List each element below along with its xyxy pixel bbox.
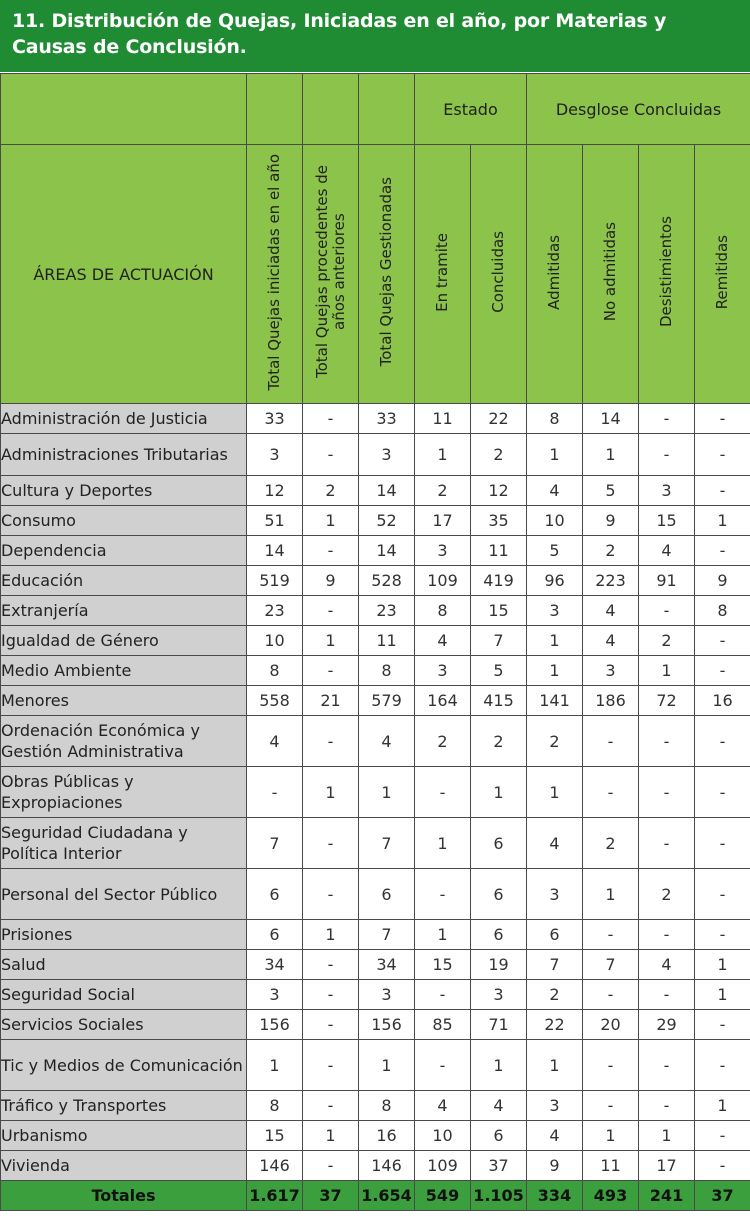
cell-value: -: [583, 716, 639, 767]
cell-value: -: [303, 1010, 359, 1040]
area-name: Obras Públicas y Expropiaciones: [1, 767, 247, 818]
cell-value: 17: [415, 506, 471, 536]
cell-value: 7: [583, 950, 639, 980]
area-name: Tráfico y Transportes: [1, 1091, 247, 1121]
cell-value: 1: [695, 506, 750, 536]
cell-value: -: [695, 818, 750, 869]
column-header: [639, 145, 695, 404]
area-name: Vivienda: [1, 1151, 247, 1181]
cell-value: -: [415, 980, 471, 1010]
cell-value: 3: [415, 656, 471, 686]
cell-value: -: [639, 980, 695, 1010]
cell-value: 1: [415, 920, 471, 950]
total-value: 37: [303, 1181, 359, 1211]
area-name: Seguridad Ciudadana y Política Interior: [1, 818, 247, 869]
cell-value: 4: [247, 716, 303, 767]
cell-value: 6: [247, 869, 303, 920]
area-name: Seguridad Social: [1, 980, 247, 1010]
column-header-label: No admitidas: [601, 222, 619, 322]
cell-value: -: [695, 656, 750, 686]
cell-value: -: [695, 536, 750, 566]
cell-value: -: [583, 920, 639, 950]
cell-value: 2: [639, 626, 695, 656]
total-value: 1.105: [471, 1181, 527, 1211]
cell-value: 10: [527, 506, 583, 536]
cell-value: 164: [415, 686, 471, 716]
cell-value: -: [695, 716, 750, 767]
cell-value: 156: [247, 1010, 303, 1040]
area-name: Salud: [1, 950, 247, 980]
cell-value: 6: [247, 920, 303, 950]
cell-value: 71: [471, 1010, 527, 1040]
cell-value: -: [639, 434, 695, 476]
cell-value: 558: [247, 686, 303, 716]
cell-value: 15: [415, 950, 471, 980]
cell-value: 1: [527, 767, 583, 818]
cell-value: 96: [527, 566, 583, 596]
cell-value: -: [303, 434, 359, 476]
cell-value: 1: [303, 626, 359, 656]
cell-value: 6: [471, 1121, 527, 1151]
column-header-label: Desistimientos: [657, 216, 675, 328]
cell-value: 186: [583, 686, 639, 716]
cell-value: 1: [359, 1040, 415, 1091]
cell-value: -: [303, 1091, 359, 1121]
cell-value: 11: [415, 404, 471, 434]
area-name: Consumo: [1, 506, 247, 536]
table-row: [1, 626, 750, 656]
totals-row: [1, 1181, 750, 1211]
cell-value: 12: [247, 476, 303, 506]
cell-value: -: [303, 536, 359, 566]
column-header-label: Total Quejas Gestionadas: [377, 177, 395, 367]
area-name: Dependencia: [1, 536, 247, 566]
cell-value: 12: [471, 476, 527, 506]
cell-value: 2: [303, 476, 359, 506]
cell-value: -: [303, 950, 359, 980]
cell-value: 1: [527, 626, 583, 656]
cell-value: 7: [359, 818, 415, 869]
cell-value: 3: [583, 656, 639, 686]
total-value: 549: [415, 1181, 471, 1211]
cell-value: 10: [247, 626, 303, 656]
cell-value: 91: [639, 566, 695, 596]
cell-value: 4: [639, 536, 695, 566]
cell-value: 528: [359, 566, 415, 596]
cell-value: 4: [583, 596, 639, 626]
cell-value: 2: [527, 716, 583, 767]
cell-value: 1: [527, 656, 583, 686]
cell-value: 2: [527, 980, 583, 1010]
table-row: [1, 950, 750, 980]
area-name: Administración de Justicia: [1, 404, 247, 434]
cell-value: 4: [415, 1091, 471, 1121]
cell-value: 3: [527, 1091, 583, 1121]
cell-value: 22: [527, 1010, 583, 1040]
cell-value: 9: [583, 506, 639, 536]
cell-value: 6: [471, 920, 527, 950]
cell-value: 16: [359, 1121, 415, 1151]
cell-value: 1: [415, 434, 471, 476]
column-header: [471, 145, 527, 404]
cell-value: 4: [359, 716, 415, 767]
cell-value: -: [695, 1040, 750, 1091]
cell-value: -: [415, 1040, 471, 1091]
header-row-groups: [1, 74, 750, 145]
table-row: [1, 404, 750, 434]
cell-value: 156: [359, 1010, 415, 1040]
cell-value: 23: [247, 596, 303, 626]
cell-value: 9: [695, 566, 750, 596]
cell-value: 2: [415, 476, 471, 506]
table-row: [1, 656, 750, 686]
table-row: [1, 920, 750, 950]
cell-value: -: [639, 1040, 695, 1091]
header-area: ÁREAS DE ACTUACIÓN: [1, 145, 247, 404]
area-name: Servicios Sociales: [1, 1010, 247, 1040]
cell-value: 16: [695, 686, 750, 716]
column-header: [247, 145, 303, 404]
cell-value: -: [639, 404, 695, 434]
cell-value: -: [639, 716, 695, 767]
cell-value: -: [695, 1151, 750, 1181]
cell-value: 1: [639, 1121, 695, 1151]
cell-value: 14: [359, 476, 415, 506]
area-name: Prisiones: [1, 920, 247, 950]
cell-value: 1: [695, 950, 750, 980]
cell-value: 33: [247, 404, 303, 434]
cell-value: 1: [583, 434, 639, 476]
table-row: [1, 1040, 750, 1091]
cell-value: 9: [527, 1151, 583, 1181]
totals-label: Totales: [1, 1181, 247, 1211]
cell-value: -: [583, 980, 639, 1010]
cell-value: 3: [247, 434, 303, 476]
cell-value: -: [695, 767, 750, 818]
cell-value: 10: [415, 1121, 471, 1151]
column-header: [527, 145, 583, 404]
cell-value: -: [695, 626, 750, 656]
cell-value: 8: [247, 1091, 303, 1121]
area-name: Menores: [1, 686, 247, 716]
cell-value: -: [695, 1010, 750, 1040]
cell-value: 2: [639, 869, 695, 920]
cell-value: 14: [583, 404, 639, 434]
cell-value: -: [695, 920, 750, 950]
table-row: [1, 536, 750, 566]
complaints-table: [0, 73, 750, 1211]
cell-value: -: [583, 767, 639, 818]
cell-value: -: [303, 818, 359, 869]
cell-value: 1: [471, 767, 527, 818]
cell-value: 21: [303, 686, 359, 716]
table-row: [1, 476, 750, 506]
cell-value: -: [639, 596, 695, 626]
cell-value: 419: [471, 566, 527, 596]
cell-value: 109: [415, 1151, 471, 1181]
cell-value: -: [695, 476, 750, 506]
cell-value: 3: [247, 980, 303, 1010]
cell-value: 1: [471, 1040, 527, 1091]
cell-value: -: [303, 980, 359, 1010]
cell-value: 22: [471, 404, 527, 434]
column-header-label: Remitidas: [713, 234, 731, 310]
column-header: [415, 145, 471, 404]
cell-value: 3: [527, 596, 583, 626]
cell-value: 3: [359, 434, 415, 476]
cell-value: -: [303, 404, 359, 434]
area-name: Extranjería: [1, 596, 247, 626]
cell-value: 7: [359, 920, 415, 950]
cell-value: 6: [471, 818, 527, 869]
cell-value: 8: [359, 1091, 415, 1121]
cell-value: 5: [471, 656, 527, 686]
cell-value: 4: [639, 950, 695, 980]
cell-value: 579: [359, 686, 415, 716]
cell-value: 15: [247, 1121, 303, 1151]
cell-value: 4: [471, 1091, 527, 1121]
cell-value: 3: [359, 980, 415, 1010]
area-name: Educación: [1, 566, 247, 596]
cell-value: -: [303, 656, 359, 686]
cell-value: -: [415, 767, 471, 818]
cell-value: 34: [359, 950, 415, 980]
table-row: [1, 980, 750, 1010]
cell-value: 14: [247, 536, 303, 566]
cell-value: -: [303, 1151, 359, 1181]
cell-value: 11: [359, 626, 415, 656]
cell-value: -: [583, 1040, 639, 1091]
cell-value: 35: [471, 506, 527, 536]
cell-value: -: [695, 434, 750, 476]
cell-value: 3: [415, 536, 471, 566]
cell-value: -: [303, 596, 359, 626]
column-header-label: Concluidas: [489, 231, 507, 313]
cell-value: -: [695, 404, 750, 434]
total-value: 493: [583, 1181, 639, 1211]
table-row: [1, 566, 750, 596]
cell-value: 4: [583, 626, 639, 656]
cell-value: 8: [527, 404, 583, 434]
cell-value: 2: [471, 434, 527, 476]
cell-value: 5: [527, 536, 583, 566]
table-row: [1, 686, 750, 716]
table-row: [1, 1091, 750, 1121]
cell-value: 51: [247, 506, 303, 536]
cell-value: 29: [639, 1010, 695, 1040]
cell-value: -: [415, 869, 471, 920]
table-row: [1, 869, 750, 920]
cell-value: 2: [583, 818, 639, 869]
cell-value: 415: [471, 686, 527, 716]
cell-value: 1: [695, 980, 750, 1010]
cell-value: 15: [639, 506, 695, 536]
header-group-estado: Estado: [415, 74, 527, 145]
cell-value: 1: [583, 869, 639, 920]
cell-value: 20: [583, 1010, 639, 1040]
cell-value: 1: [303, 920, 359, 950]
cell-value: 4: [527, 476, 583, 506]
total-value: 241: [639, 1181, 695, 1211]
cell-value: -: [639, 920, 695, 950]
cell-value: 17: [639, 1151, 695, 1181]
column-header-label: Total Quejas iniciadas en el año: [265, 153, 283, 391]
cell-value: 1: [303, 767, 359, 818]
cell-value: 23: [359, 596, 415, 626]
table-row: [1, 1151, 750, 1181]
header-blank: [247, 74, 303, 145]
column-header: [583, 145, 639, 404]
header-blank-area: [1, 74, 247, 145]
cell-value: 223: [583, 566, 639, 596]
cell-value: -: [303, 716, 359, 767]
cell-value: 4: [527, 1121, 583, 1151]
column-header-label: Admitidas: [545, 234, 563, 310]
cell-value: 33: [359, 404, 415, 434]
table-row: [1, 596, 750, 626]
column-header: [303, 145, 359, 404]
cell-value: 7: [471, 626, 527, 656]
table-row: [1, 818, 750, 869]
header-blank: [359, 74, 415, 145]
cell-value: 8: [247, 656, 303, 686]
cell-value: 1: [695, 1091, 750, 1121]
cell-value: 1: [639, 656, 695, 686]
table-title: 11. Distribución de Quejas, Iniciadas en el año, por Materias y Causas de Conclusión.: [0, 0, 750, 72]
area-name: Cultura y Deportes: [1, 476, 247, 506]
header-group-desglose: Desglose Concluidas: [527, 74, 750, 145]
cell-value: 9: [303, 566, 359, 596]
cell-value: 3: [527, 869, 583, 920]
total-value: 37: [695, 1181, 750, 1211]
cell-value: 8: [415, 596, 471, 626]
cell-value: 6: [359, 869, 415, 920]
header-blank: [303, 74, 359, 145]
column-header: [695, 145, 750, 404]
cell-value: 8: [359, 656, 415, 686]
total-value: 334: [527, 1181, 583, 1211]
cell-value: 6: [471, 869, 527, 920]
cell-value: 11: [471, 536, 527, 566]
cell-value: -: [247, 767, 303, 818]
cell-value: 2: [471, 716, 527, 767]
cell-value: 8: [695, 596, 750, 626]
table-row: [1, 716, 750, 767]
table-row: [1, 1121, 750, 1151]
cell-value: 14: [359, 536, 415, 566]
cell-value: 37: [471, 1151, 527, 1181]
column-header-label: En tramite: [433, 232, 451, 312]
cell-value: -: [303, 1040, 359, 1091]
table-row: [1, 434, 750, 476]
area-name: Medio Ambiente: [1, 656, 247, 686]
column-header: [359, 145, 415, 404]
cell-value: -: [639, 818, 695, 869]
area-name: Personal del Sector Público: [1, 869, 247, 920]
cell-value: 141: [527, 686, 583, 716]
cell-value: 146: [247, 1151, 303, 1181]
cell-value: 34: [247, 950, 303, 980]
cell-value: 4: [415, 626, 471, 656]
cell-value: 52: [359, 506, 415, 536]
cell-value: 15: [471, 596, 527, 626]
cell-value: -: [639, 1091, 695, 1121]
cell-value: 109: [415, 566, 471, 596]
cell-value: 3: [471, 980, 527, 1010]
area-name: Tic y Medios de Comunicación: [1, 1040, 247, 1091]
cell-value: 146: [359, 1151, 415, 1181]
cell-value: -: [695, 869, 750, 920]
cell-value: 2: [583, 536, 639, 566]
cell-value: 1: [303, 506, 359, 536]
cell-value: 4: [527, 818, 583, 869]
area-name: Ordenación Económica y Gestión Administrativa: [1, 716, 247, 767]
cell-value: -: [695, 1121, 750, 1151]
cell-value: 3: [639, 476, 695, 506]
cell-value: 7: [527, 950, 583, 980]
area-name: Administraciones Tributarias: [1, 434, 247, 476]
cell-value: -: [303, 869, 359, 920]
cell-value: -: [639, 767, 695, 818]
header-row-columns: [1, 145, 750, 404]
cell-value: -: [583, 1091, 639, 1121]
cell-value: 5: [583, 476, 639, 506]
column-header-label: Total Quejas procedentes de años anteriores: [312, 165, 348, 379]
cell-value: 519: [247, 566, 303, 596]
table-row: [1, 1010, 750, 1040]
cell-value: 72: [639, 686, 695, 716]
cell-value: 7: [247, 818, 303, 869]
cell-value: 1: [527, 434, 583, 476]
cell-value: 6: [527, 920, 583, 950]
cell-value: 2: [415, 716, 471, 767]
cell-value: 1: [303, 1121, 359, 1151]
cell-value: 1: [583, 1121, 639, 1151]
total-value: 1.654: [359, 1181, 415, 1211]
cell-value: 1: [359, 767, 415, 818]
area-name: Urbanismo: [1, 1121, 247, 1151]
area-name: Igualdad de Género: [1, 626, 247, 656]
cell-value: 85: [415, 1010, 471, 1040]
table-body: [1, 404, 750, 1211]
cell-value: 1: [527, 1040, 583, 1091]
cell-value: 19: [471, 950, 527, 980]
cell-value: 11: [583, 1151, 639, 1181]
cell-value: 1: [415, 818, 471, 869]
table-row: [1, 767, 750, 818]
cell-value: 1: [247, 1040, 303, 1091]
total-value: 1.617: [247, 1181, 303, 1211]
table-row: [1, 506, 750, 536]
